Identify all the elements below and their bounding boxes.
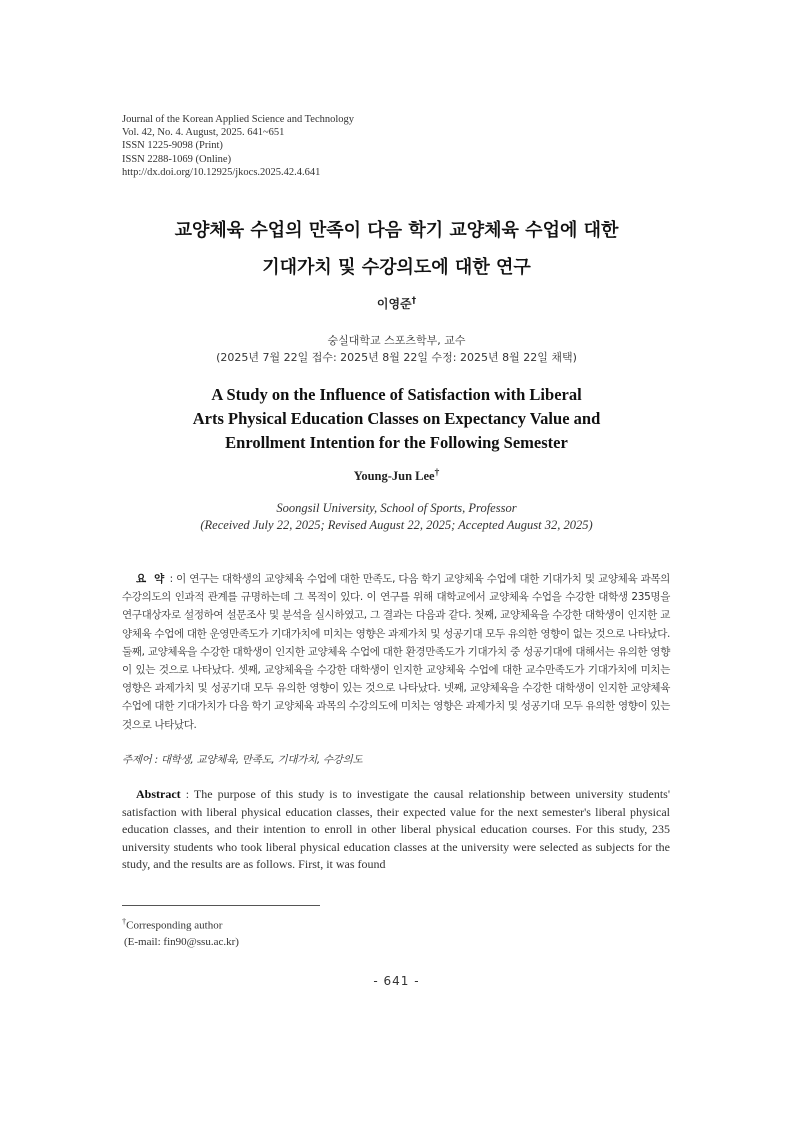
korean-author-mark: † <box>411 296 417 306</box>
journal-name: Journal of the Korean Applied Science and Technology <box>122 114 355 125</box>
english-title <box>0 383 793 455</box>
issn-online: ISSN 2288-1069 (Online) <box>122 153 232 165</box>
english-author-mark: † <box>434 468 440 478</box>
journal-volume: Vol. 42, No. 4. August, 2025. 641~651 <box>122 127 285 139</box>
english-title-line2: Arts Physical Education Classes on Expectancy Value and <box>192 409 601 428</box>
korean-abstract-text: : 이 연구는 대학생의 교양체육 수업에 대한 만족도, 다음 학기 교양체육 수업에 대한 기대가치 및 교양체육 과목의 수강의도의 인과적 관계를 규명하는데 그 목적이 있다. 이 연구를 위해 대학교에서 교양체육 수업을 수강한 대학생 235명을 연구대상자로 설정하여 설문조사 및 분석을 실시하였고, 그 결과는 다음과 같다. 첫째, 교양체육을 수강한 대학생이 인지한 교양체육 수업에 대한 운영만족도가 기대가치에 미치는 영향은 과제가치 및 성공기대 모두 유의한 영향이 없는 것으로 나타났다. 둘째, 교양체육을 수강한 대학생이 인지한 교양체육 수업에 대한 환경만족도가 기대가치 중 성공기대에 대해서는 유의한 영향이 있는 것으로 나타났다. 셋째, 교양체육을 수강한 대학생이 인지한 교양체육 수업에 대한 교수만족도가 기대가치에 미치는 영향은 과제가치 및 성공기대 모두 유의한 영향이 있는 것으로 나타났다. 넷째, 교양체육을 수강한 대학생이 인지한 교양체육 수업에 대한 기대가치가 다음 학기 교양체육 과목의 수강의도에 미치는 영향은 과제가치 및 성공기대 모두 유의한 영향이 있는 것으로 나타났다. <box>122 573 670 731</box>
korean-dates: (2025년 7월 22일 접수: 2025년 8월 22일 수정: 2025년 8월 22일 채택) <box>216 351 577 364</box>
korean-abstract <box>122 570 670 734</box>
footnote-mark: † <box>122 917 127 926</box>
korean-author <box>0 295 793 312</box>
footnote-corresponding: Corresponding author <box>126 919 223 932</box>
korean-author-name: 이영준 <box>376 297 412 311</box>
page-number: - 641 - <box>373 974 420 988</box>
korean-affiliation: 숭실대학교 스포츠학부, 교수 <box>327 334 466 347</box>
korean-affiliation-block <box>0 332 793 366</box>
english-abstract-label: Abstract <box>136 787 181 801</box>
journal-info <box>122 113 354 179</box>
english-title-line1: A Study on the Influence of Satisfaction with Liberal <box>211 385 582 404</box>
korean-abstract-label: 요 약 <box>136 573 167 585</box>
english-dates: (Received July 22, 2025; Revised August 22, 2025; Accepted August 32, 2025) <box>200 518 593 532</box>
korean-keywords: 주제어 : 대학생, 교양체육, 만족도, 기대가치, 수강의도 <box>122 754 363 766</box>
english-affiliation: Soongsil University, School of Sports, Professor <box>276 501 517 515</box>
english-abstract <box>122 786 670 874</box>
english-abstract-text: : The purpose of this study is to investigate the causal relationship between university students' satisfaction with liberal physical education classes, their expected value for the next semester's liberal physical education classes, and their intention to enroll in other liberal physical education courses. For this study, 235 university students who took liberal physical education classes at the university were selected as subjects for the study, and the results are as follows. First, it was found <box>122 787 670 871</box>
footnote-divider <box>122 905 320 906</box>
english-author <box>0 468 793 484</box>
korean-title-line1: 교양체육 수업의 만족이 다음 학기 교양체육 수업에 대한 <box>174 220 619 241</box>
footnote-email: (E-mail: fin90@ssu.ac.kr) <box>124 935 239 948</box>
doi-link[interactable]: http://dx.doi.org/10.12925/jkocs.2025.42.4.641 <box>122 166 321 178</box>
english-affiliation-block <box>0 500 793 534</box>
issn-print: ISSN 1225-9098 (Print) <box>122 140 223 152</box>
english-title-line3: Enrollment Intention for the Following Semester <box>225 433 568 452</box>
english-author-name: Young-Jun Lee <box>353 469 435 484</box>
footnote <box>122 914 239 950</box>
korean-title-line2: 기대가치 및 수강의도에 대한 연구 <box>262 257 531 278</box>
